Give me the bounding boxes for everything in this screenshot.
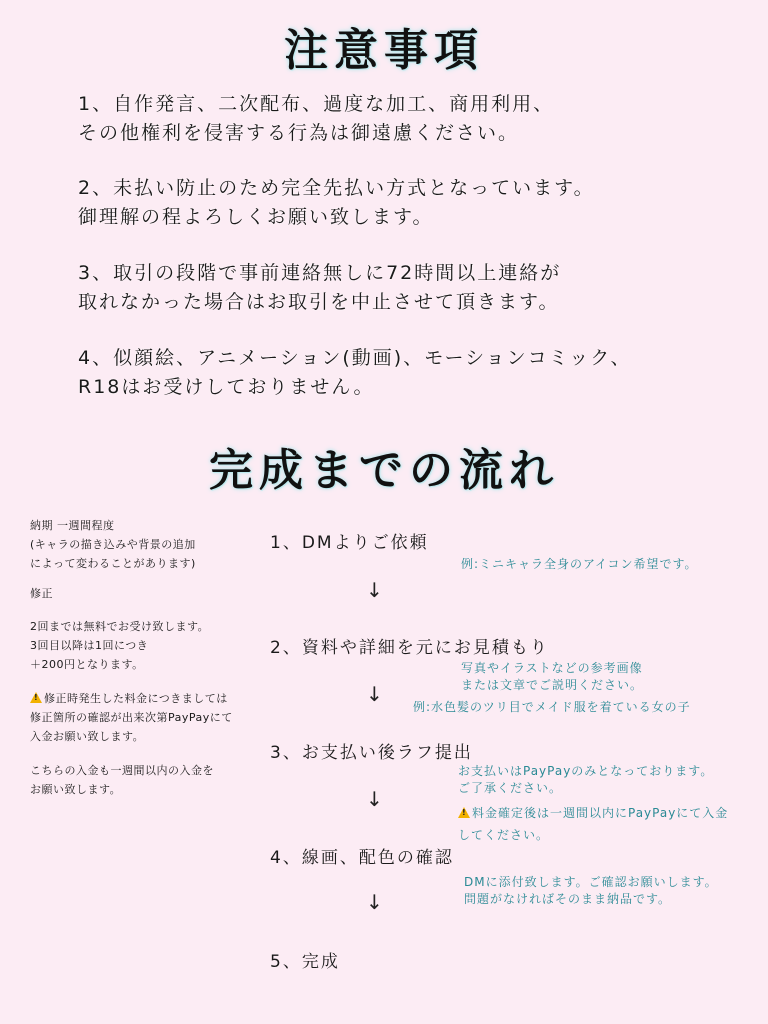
- notice-item-2: [78, 174, 748, 232]
- step-5: 5、完成: [270, 952, 340, 972]
- flow-title: 完成までの流れ: [209, 445, 559, 496]
- note-line: 料金確定後は一週間以内にPayPayにて入金: [472, 806, 729, 820]
- notice-line: 1、自作発言、二次配布、過度な加工、商用利用、: [78, 93, 555, 115]
- notice-line: R18はお受けしておりません。: [78, 376, 375, 398]
- revision-info: [30, 617, 275, 674]
- note-line: 例:ミニキャラ全身のアイコン希望です。: [461, 557, 698, 571]
- step-4-note: [464, 874, 718, 908]
- note-line: ご了承ください。: [458, 781, 563, 795]
- warning-line: 入金お願い致します。: [30, 730, 145, 743]
- notice-line: 3、取引の段階で事前連絡無しに72時間以上連絡が: [78, 262, 562, 284]
- notice-line: 2、未払い防止のため完全先払い方式となっています。: [78, 177, 595, 199]
- arrow-down: ↓: [366, 578, 383, 602]
- step-1: 1、DMよりご依頼: [270, 533, 429, 553]
- payment-info: [30, 761, 275, 799]
- warning-line: 修正時発生した料金につきましては: [44, 692, 228, 705]
- notice-title: 注意事項: [284, 25, 484, 76]
- warning-icon: [458, 807, 470, 818]
- notice-item-4: [78, 344, 748, 402]
- notice-line: その他権利を侵害する行為は御遠慮ください。: [78, 122, 520, 144]
- arrow-down: ↓: [366, 682, 383, 706]
- payment-line: お願い致します。: [30, 783, 122, 796]
- step-2-example: 例:水色髪のツリ目でメイド服を着ている女の子: [413, 700, 691, 714]
- step-1-note: [461, 556, 698, 573]
- warning-line: 修正箇所の確認が出来次第PayPayにて: [30, 711, 233, 724]
- revision-line: 2回までは無料でお受け致します。: [30, 620, 210, 633]
- revision-warning: [30, 689, 275, 746]
- step-2: 2、資料や詳細を元にお見積もり: [270, 638, 549, 658]
- step-2-note: [461, 660, 643, 694]
- step-3-note: [458, 763, 713, 797]
- deadline-info: [30, 516, 275, 573]
- notice-line: 4、似顔絵、アニメーション(動画)、モーションコミック、: [78, 347, 632, 369]
- note-line: してください。: [458, 828, 550, 842]
- notice-line: 取れなかった場合はお取引を中止させて頂きます。: [78, 291, 560, 313]
- arrow-down: ↓: [366, 787, 383, 811]
- note-line: お支払いはPayPayのみとなっております。: [458, 764, 714, 778]
- deadline-line: 納期 一週間程度: [30, 519, 115, 532]
- payment-line: こちらの入金も一週間以内の入金を: [30, 764, 214, 777]
- step-4: 4、線画、配色の確認: [270, 848, 454, 868]
- revision-heading: 修正: [30, 587, 53, 600]
- deadline-line: (キャラの描き込みや背景の追加: [30, 538, 196, 551]
- warning-icon: [30, 692, 42, 703]
- note-line: DMに添付致します。ご確認お願いします。: [464, 875, 718, 889]
- notice-line: 御理解の程よろしくお願い致します。: [78, 206, 434, 228]
- deadline-line: によって変わることがあります): [30, 557, 196, 570]
- note-line: または文章でご説明ください。: [461, 678, 644, 692]
- notice-item-1: [78, 90, 748, 148]
- note-line: 写真やイラストなどの参考画像: [461, 661, 643, 675]
- arrow-down: ↓: [366, 890, 383, 914]
- revision-line: 3回目以降は1回につき: [30, 639, 149, 652]
- step-3-warning: [458, 802, 728, 846]
- revision-line: ＋200円となります。: [30, 658, 144, 671]
- step-3: 3、お支払い後ラフ提出: [270, 743, 473, 763]
- notice-item-3: [78, 259, 748, 317]
- note-line: 問題がなければそのまま納品です。: [464, 892, 672, 906]
